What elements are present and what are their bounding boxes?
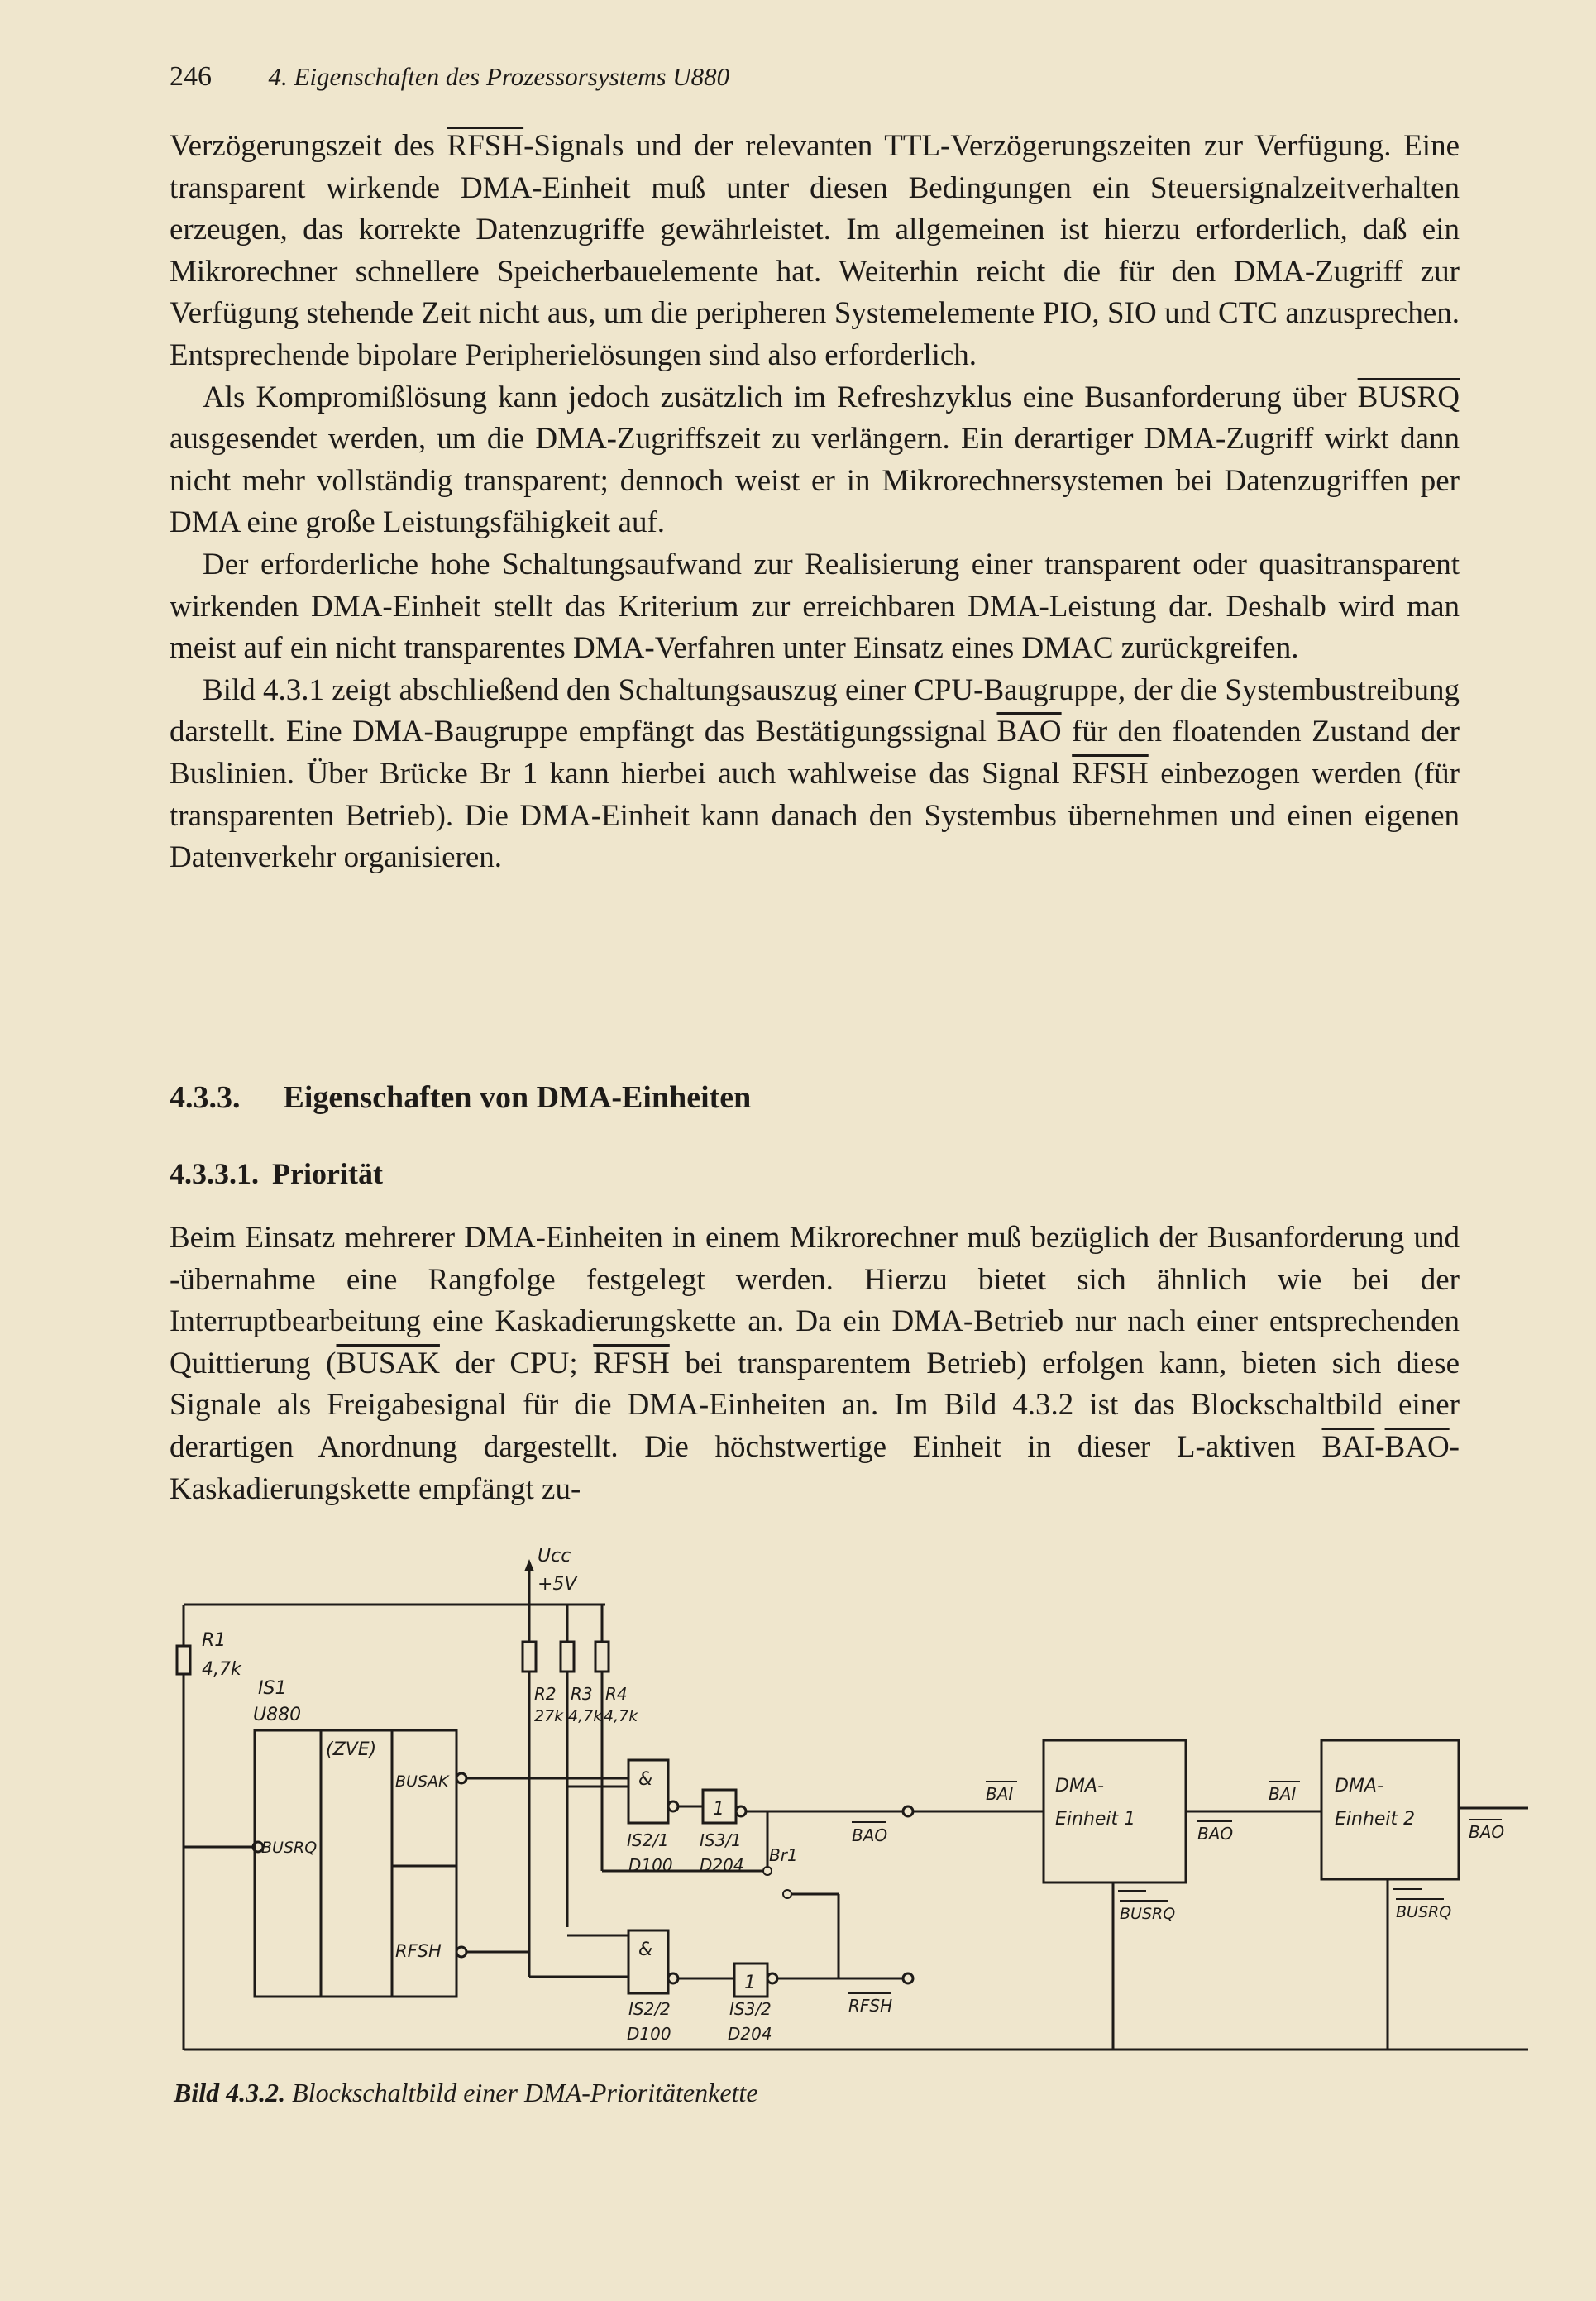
is21-output-inverter — [668, 1801, 678, 1811]
zve-label: (ZVE) — [326, 1739, 377, 1760]
busak-pin: BUSAK — [395, 1772, 449, 1791]
rfsh-terminal — [903, 1973, 913, 1983]
resistor-r1 — [177, 1646, 190, 1674]
subsection-number: 4.3.3.1. — [170, 1157, 259, 1190]
r2-label: R2 — [534, 1684, 557, 1704]
p5-text-b: der CPU; — [439, 1346, 594, 1380]
bai-label-2: BAI — [1269, 1784, 1297, 1804]
subsection-title: Priorität — [272, 1157, 383, 1190]
dma1-busrq-label: BUSRQ — [1120, 1905, 1176, 1923]
not-symbol-is32: 1 — [744, 1973, 756, 1993]
is1-type: U880 — [253, 1705, 302, 1725]
bao-label-2: BAO — [1469, 1822, 1505, 1842]
rfsh-pin: RFSH — [395, 1941, 442, 1961]
bao-terminal — [903, 1806, 913, 1816]
signal-rfsh: RFSH — [1072, 756, 1149, 791]
is32-output-inverter — [767, 1973, 777, 1983]
not-symbol-is31: 1 — [713, 1799, 724, 1820]
caption-label: Bild 4.3.2. — [174, 2078, 286, 2107]
dma2-line1: DMA- — [1335, 1776, 1383, 1796]
br1-contact-b — [783, 1890, 791, 1898]
and-symbol-is21: & — [638, 1769, 653, 1790]
resistor-r2 — [523, 1642, 536, 1672]
bao-label-out: BAO — [852, 1825, 888, 1845]
signal-rfsh: RFSH — [593, 1346, 670, 1380]
dma2-line2: Einheit 2 — [1335, 1809, 1416, 1830]
p4-text-a: Bild 4.3.1 zeigt abschließend den Schaltungsauszug einer CPU-Baugruppe, der die Systembustreibung darstellt. Eine DMA-Baugruppe empfängt das Bestätigungssignal — [170, 672, 1460, 749]
r4-label: R4 — [605, 1684, 628, 1704]
vcc-arrow — [524, 1559, 534, 1571]
paragraph-3: Der erforderliche hohe Schaltungsaufwand zur Realisierung einer transparent oder quasitransparent wirkenden DMA-Einheit stellt das Kriterium zur erreichbaren DMA-Leistung dar. Deshalb wird man meist auf ein nicht transparentes DMA-Verfahren unter Einsatz eines DMAC zurückgreifen. — [170, 547, 1460, 666]
br1-label: Br1 — [769, 1845, 798, 1865]
running-title: 4. Eigenschaften des Prozessorsystems U880 — [268, 62, 730, 91]
section-title: Eigenschaften von DMA-Einheiten — [283, 1080, 752, 1115]
r4-value: 4,7k — [604, 1707, 638, 1725]
signal-bai: $\overline{BAI}$ — [1321, 1429, 1375, 1464]
p4-text-b: für den floatenden Zustand der Buslinien. Über Brücke Br 1 kann hierbei auch wahlweise das Signal — [170, 715, 1460, 791]
signal-bao: $\overline{BAO}$ — [1384, 1429, 1450, 1464]
is21-type: D100 — [628, 1855, 673, 1875]
signal-rfsh: RFSH — [447, 129, 524, 163]
busak-inverter — [456, 1773, 466, 1783]
p5-text-c: bei transparentem Betrieb) erfolgen kann, bieten sich diese Signale als Freigabesignal für die DMA-Einheiten an. Im Bild 4.3.2 ist das Blockschaltbild einer derartigen Anordnung dargestellt. Die höchstwertige Einheit in dieser L-aktiven — [170, 1346, 1460, 1464]
is31-type: D204 — [700, 1855, 744, 1875]
br1-contact-a — [763, 1867, 772, 1875]
caption-text: Blockschaltbild einer DMA-Prioritätenkette — [292, 2078, 758, 2107]
p5-dash: - — [1374, 1429, 1385, 1464]
is22-output-inverter — [668, 1973, 678, 1983]
is32-type: D204 — [728, 2024, 772, 2044]
r3-value: 4,7k — [568, 1707, 603, 1725]
p5-text-d: -Kaskadierungskette empfängt zu- — [170, 1429, 1460, 1506]
r1-label: R1 — [202, 1630, 227, 1651]
r2-value: 27k — [534, 1707, 564, 1725]
is22-type: D100 — [627, 2024, 671, 2044]
section-number: 4.3.3. — [170, 1080, 241, 1115]
resistor-r3 — [561, 1642, 574, 1672]
r1-value: 4,7k — [202, 1659, 241, 1680]
page-number: 246 — [170, 61, 212, 92]
and-symbol-is22: & — [638, 1940, 653, 1960]
p2-text-b: ausgesendet werden, um die DMA-Zugriffszeit zu verlängern. Ein derartiger DMA-Zugriff wirkt dann nicht mehr vollständig transparent; dennoch weist er in Mikrorechnersystemen bei Datenzugriffen per DMA eine große Leistungsfähigkeit auf. — [170, 422, 1460, 540]
bai-label-1: BAI — [986, 1784, 1014, 1804]
busrq-pin: BUSRQ — [261, 1839, 318, 1857]
rfsh-label-out: RFSH — [848, 1996, 893, 2016]
signal-busrq: BUSRQ — [1357, 380, 1460, 414]
dma2-busrq-label: BUSRQ — [1396, 1903, 1452, 1921]
resistor-r4 — [595, 1642, 609, 1672]
signal-bao: $\overline{BAO}$ — [996, 715, 1062, 749]
rfsh-inverter — [456, 1947, 466, 1957]
is1-label: IS1 — [258, 1678, 287, 1699]
is31-output-inverter — [736, 1806, 746, 1816]
vcc-label: Ucc — [538, 1546, 571, 1567]
figure-caption — [174, 2078, 758, 2108]
bao-label-1: BAO — [1197, 1824, 1234, 1844]
signal-busak: BUSAK — [336, 1346, 440, 1380]
p5-text-a: Beim Einsatz mehrerer DMA-Einheiten in einem Mikrorechner muß bezüglich der Busanforderung und -übernahme eine Rangfolge festgelegt werden. Hierzu bietet sich ähnlich wie bei der Interruptbearbeitung eine Kaskadierungskette an. Da ein DMA-Betrieb nur nach einer entsprechenden Quittierung ( — [170, 1221, 1460, 1380]
r3-label: R3 — [571, 1684, 593, 1704]
p4-text-c: einbezogen werden (für transparenten Betrieb). Die DMA-Einheit kann danach den Systembus übernehmen und einen eigenen Datenverkehr organisieren. — [170, 756, 1460, 875]
dma1-line1: DMA- — [1055, 1776, 1104, 1796]
dma1-line2: Einheit 1 — [1055, 1809, 1136, 1830]
p1-text-a: Verzögerungszeit des — [170, 129, 447, 163]
vcc-value: +5V — [538, 1574, 577, 1595]
is21-label: IS2/1 — [627, 1830, 669, 1850]
p2-text-a: Als Kompromißlösung kann jedoch zusätzlich im Refreshzyklus eine Busanforderung über — [203, 380, 1358, 414]
is31-label: IS3/1 — [700, 1830, 742, 1850]
p1-text-b: -Signals und der relevanten TTL-Verzögerungszeiten zur Verfügung. Eine transparent wirkende DMA-Einheit muß unter diesen Bedingungen ein Steuersignalzeitverhalten erzeugen, das korrekte Datenzugriffe gewährleistet. Im allgemeinen ist hierzu erforderlich, daß ein Mikrorechner schnellere Speicherbauelemente hat. Weiterhin reicht die für den DMA-Zugriff zur Verfügung stehende Zeit nicht aus, um die peripheren Systemelemente PIO, SIO und CTC anzusprechen. Entsprechende bipolare Peripherielösungen sind also erforderlich. — [170, 129, 1460, 372]
is22-label: IS2/2 — [628, 1999, 671, 2019]
is32-label: IS3/2 — [729, 1999, 772, 2019]
